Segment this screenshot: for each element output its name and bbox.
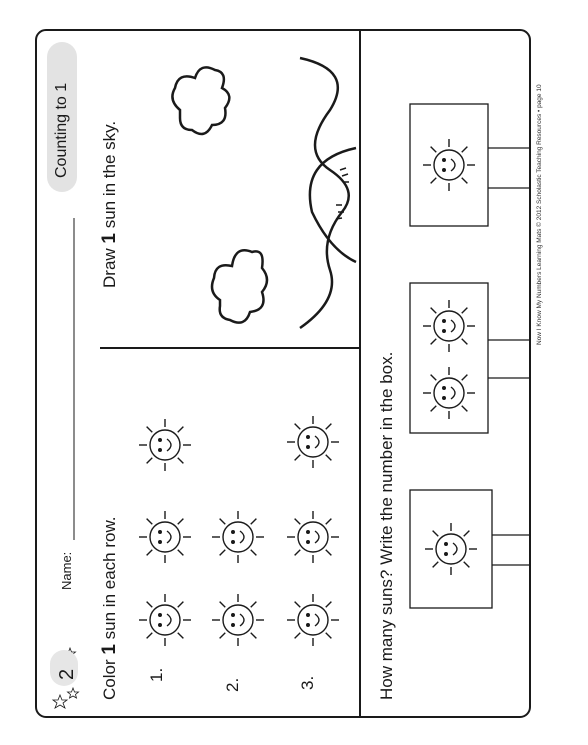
draw-instruction-post: sun in the sky. — [100, 120, 119, 229]
draw-instruction — [100, 121, 119, 288]
sun-icon — [287, 416, 339, 468]
color-instruction — [100, 516, 119, 700]
color-instruction-pre: Color — [100, 659, 119, 700]
count-box-2 — [410, 283, 530, 433]
cloud-icon — [212, 250, 267, 322]
sun-icon — [425, 523, 477, 575]
draw-instruction-pre: Draw — [100, 248, 119, 288]
row-label-3: 3. — [298, 675, 317, 690]
sun-icon — [139, 511, 191, 563]
name-label: Name: — [59, 551, 74, 590]
page-title: Counting to 1 — [53, 82, 70, 178]
sun-icon — [423, 367, 475, 419]
footer-credit: Now I Know My Numbers Learning Mats © 2012 Scholastic Teaching Resources • page 10 — [536, 84, 543, 345]
draw-instruction-num: 1 — [99, 233, 120, 244]
sun-icon — [212, 511, 264, 563]
count-instruction: How many suns? Write the number in the box. — [377, 351, 396, 700]
sun-icon — [139, 594, 191, 646]
sun-icon — [139, 419, 191, 471]
sun-icon — [423, 300, 475, 352]
page-number: 2 — [56, 668, 78, 680]
hills-drawing — [300, 58, 356, 328]
row-label-2: 2. — [223, 677, 242, 692]
color-instruction-post: sun in each row. — [100, 516, 119, 640]
sun-icon — [287, 594, 339, 646]
sun-icon — [212, 594, 264, 646]
sun-icon — [287, 511, 339, 563]
row-label-1: 1. — [147, 667, 166, 682]
cloud-icon — [172, 67, 229, 134]
sun-icon — [423, 139, 475, 191]
color-instruction-num: 1 — [99, 644, 120, 655]
